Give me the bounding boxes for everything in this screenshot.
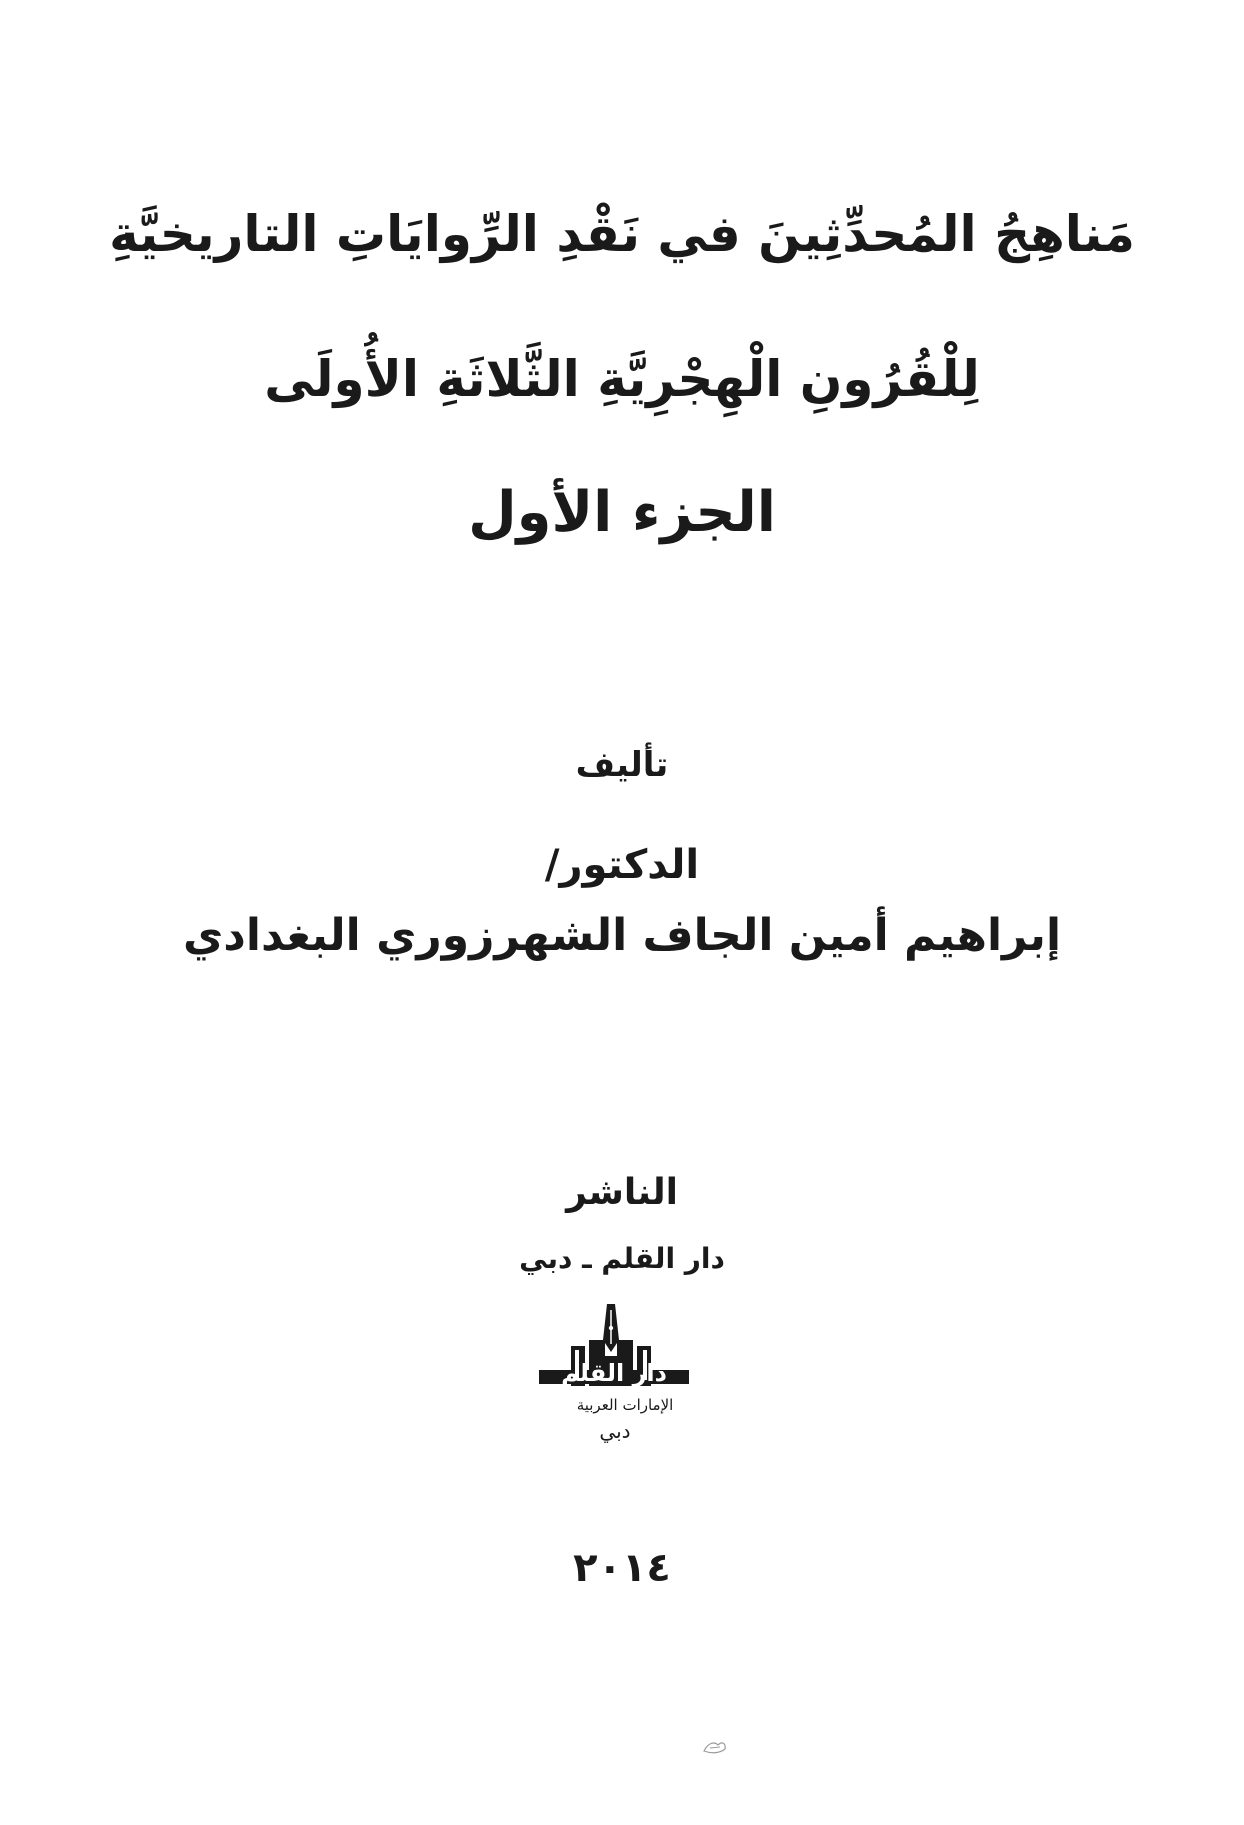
publisher-name: دار القلم ـ دبي xyxy=(519,1242,725,1275)
logo-text-country: الإمارات العربية xyxy=(576,1396,674,1414)
stamp-mark-icon xyxy=(700,1735,730,1757)
book-title-line-2: لِلْقُرُونِ الْهِجْرِيَّةِ الثَّلاثَةِ الأُولَى xyxy=(264,350,980,408)
authored-by-label: تأليف xyxy=(575,745,669,785)
author-name: إبراهيم أمين الجاف الشهرزوري البغدادي xyxy=(182,910,1062,961)
logo-text-main: دار القلم xyxy=(561,1359,667,1387)
volume-label: الجزء الأول xyxy=(468,480,776,545)
logo-text-city: دبي xyxy=(599,1419,631,1443)
publisher-logo xyxy=(529,1300,699,1455)
author-title: الدكتور/ xyxy=(544,842,700,888)
publication-year: ٢٠١٤ xyxy=(573,1545,671,1591)
pen-nib-icon xyxy=(603,1304,619,1352)
book-title-line-1: مَناهِجُ المُحدِّثِينَ في نَقْدِ الرِّوايَاتِ التاريخيَّةِ xyxy=(109,205,1135,263)
publisher-label: الناشر xyxy=(566,1172,678,1213)
